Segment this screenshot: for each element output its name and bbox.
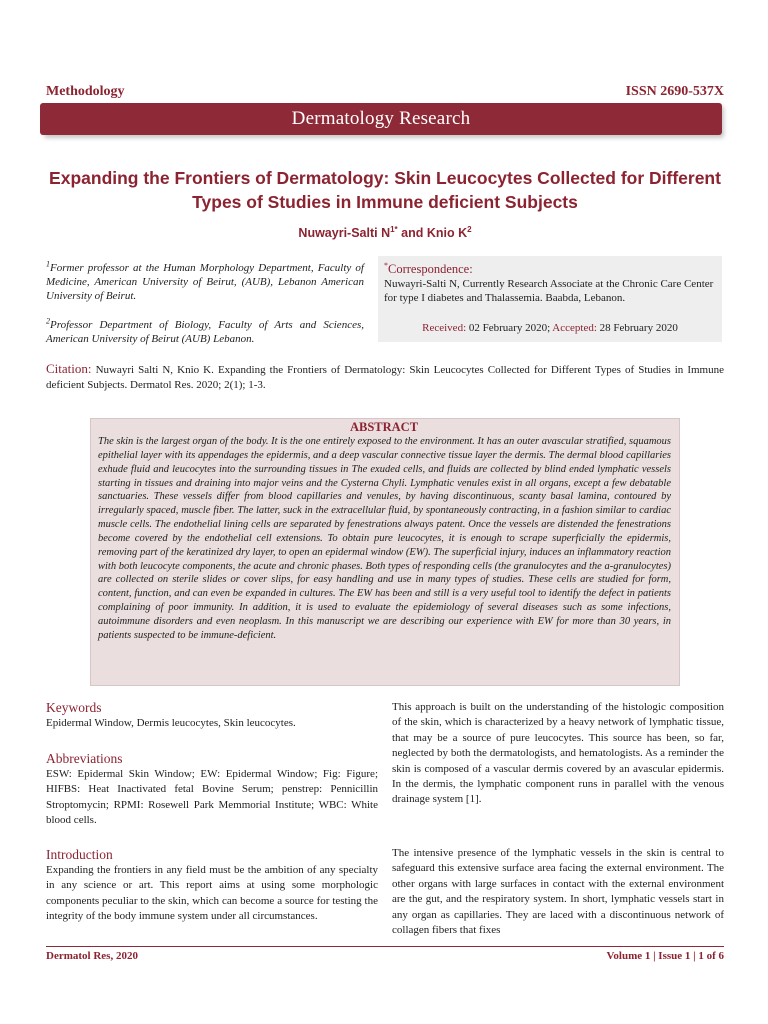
accepted-date: 28 February 2020	[596, 322, 678, 334]
author-1: Nuwayri-Salti N	[298, 226, 391, 240]
journal-banner	[40, 103, 722, 135]
introduction-heading: Introduction	[46, 847, 113, 862]
correspondence-label	[384, 262, 473, 277]
accepted-label: Accepted:	[552, 322, 597, 334]
author-2: Knio K	[426, 226, 468, 240]
footer-page-info: Volume 1 | Issue 1 | 1 of 6	[606, 950, 724, 962]
affiliation-2-text: Professor Department of Biology, Faculty of Arts and Sciences, American University of Beirut (AUB) Lebanon.	[46, 319, 364, 346]
article-title: Expanding the Frontiers of Dermatology: Skin Leucocytes Collected for Different Types of Studies in Immune deficient Subjects	[49, 168, 721, 212]
correspondence-text: Nuwayri-Salti N, Currently Research Associate at the Chronic Care Center for type I diabetes and Thalassemia. Baabda, Lebanon.	[384, 278, 714, 305]
abbreviations-text: ESW: Epidermal Skin Window; EW: Epidermal Window; Fig: Figure; HIFBS: Heat Inactivated fetal Bovine Serum; penstrep: Pennicillin Stroptomycin; RPMI: Rosewell Park Memmorial Institute; WBC: White blood cells.	[46, 768, 378, 827]
keywords-text: Epidermal Window, Dermis leucocytes, Skin leucocytes.	[46, 717, 296, 729]
author-2-superscript: 2	[467, 224, 472, 234]
received-date: 02 February 2020;	[466, 322, 553, 334]
abstract-heading: ABSTRACT	[349, 420, 419, 434]
introduction-text: Expanding the frontiers in any field must be the ambition of any specialty in any science or art. This report aims at using some morphologic components peculiar to the skin, which can become a source for testing the integrity of the body immune system under all circumstances.	[46, 864, 378, 923]
keywords-heading: Keywords	[46, 700, 102, 715]
affiliation-1-number: 1	[46, 259, 50, 269]
affiliation-2-number: 2	[46, 316, 50, 326]
affiliation-1	[46, 261, 364, 304]
citation-label: Citation:	[46, 361, 92, 376]
footer-rule	[46, 946, 724, 947]
correspondence-heading: Correspondence:	[388, 262, 473, 276]
abstract-text: The skin is the largest organ of the body. It is the one entirely exposed to the environment. It has an outer avascular stratified, squamous epithelial layer with its appendages the epidermis, and a deep vascular connective tissue layer the dermis. The dermal blood capillaries exhude fluid and leucocytes into the surrounding tissues in The exuded cells, and fluids are collected by blind ended lymphatic vessels starting in tissues and draining into major veins and the Cysterna Chyli. Lymphatic venules exist in all organs, except a few debatable sanctuaries. These vessels differ from blood capillaries and venules, by having discontinuous, scanty basal lamina, contoured by irregularly spaced, muscle fiber. The latter, suck in the extracellular fluid, by spontaneously contracting, in a fashion similar to cardiac muscle cells. The endothelial lining cells are separated by fenestrations always patent. Once the vessels are distended the fenestrations become covered by the endothelial cell extensions. To obtain pure leucocytes, it is enough to scrape superficially the epidermis, removing part of the keratinized dry layer, to open an epidermal window (EW). The superficial injury, induces an inflammatory reaction with both leucocyte components, the acute and chronic phases. Both types of responding cells (the granulocytes and the a-granulocytes) are collected on sterile slides or cover slips, for easy handling and use in many types of studies. These cells are studied for form, content, function, and can even be expanded in cultures. The EW has been and still is a very useful tool to identify the defect in patients complaining of poor immunity. In addition, it is used to evaluate the epidemiology of several diseases such as some infections, autoimmune disorders and even neoplasm. In this manuscript we are describing our experience with EW for more than 30 years, in patients suspected to be immune-deficient.	[98, 436, 671, 641]
correspondence-star: *	[384, 260, 388, 270]
article-type-label: Methodology	[46, 84, 125, 99]
author-1-superscript: 1*	[390, 224, 398, 234]
affiliation-2	[46, 318, 364, 346]
citation-text: Nuwayri Salti N, Knio K. Expanding the Frontiers of Dermatology: Skin Leucocytes Collected for Different Types of Studies in Immune deficient Subjects. Dermatol Res. 2020; 2(1); 1-3.	[46, 364, 724, 391]
author-line	[40, 226, 730, 240]
abbreviations-heading: Abbreviations	[46, 751, 123, 766]
journal-name: Dermatology Research	[291, 108, 471, 129]
footer-journal-year: Dermatol Res, 2020	[46, 950, 138, 962]
right-column-paragraph-1: This approach is built on the understanding of the histologic composition of the skin, which is characterized by a heavy network of lymphatic tissue, that may be a source of pure leucocytes. This source has been, so far, neglected by both the dermatologists, and hematologists. As a reminder the skin is composed of a vascular dermis covered by an avascular epidermis. In the dermis, the lymphatic component runs in parallel with the venous drainage system [1].	[392, 701, 724, 806]
received-label: Received:	[422, 322, 467, 334]
author-conjunction: and	[397, 226, 427, 240]
citation	[46, 361, 724, 393]
issn-label: ISSN 2690-537X	[625, 84, 724, 99]
right-column-paragraph-2: The intensive presence of the lymphatic vessels in the skin is central to safeguard this extensive surface area facing the external environment. The other organs with large surfaces in contact with the external environment are the gut, and the respiratory system. In short, lymphatic vessels start in any organ as capillaries. They are laced with a discontinuous network of collagen fibers that fixes	[392, 847, 724, 937]
affiliation-1-text: Former professor at the Human Morphology Department, Faculty of Medicine, American University of Beirut, (AUB), Lebanon American University of Beirut.	[46, 262, 364, 303]
article-dates	[378, 322, 722, 334]
